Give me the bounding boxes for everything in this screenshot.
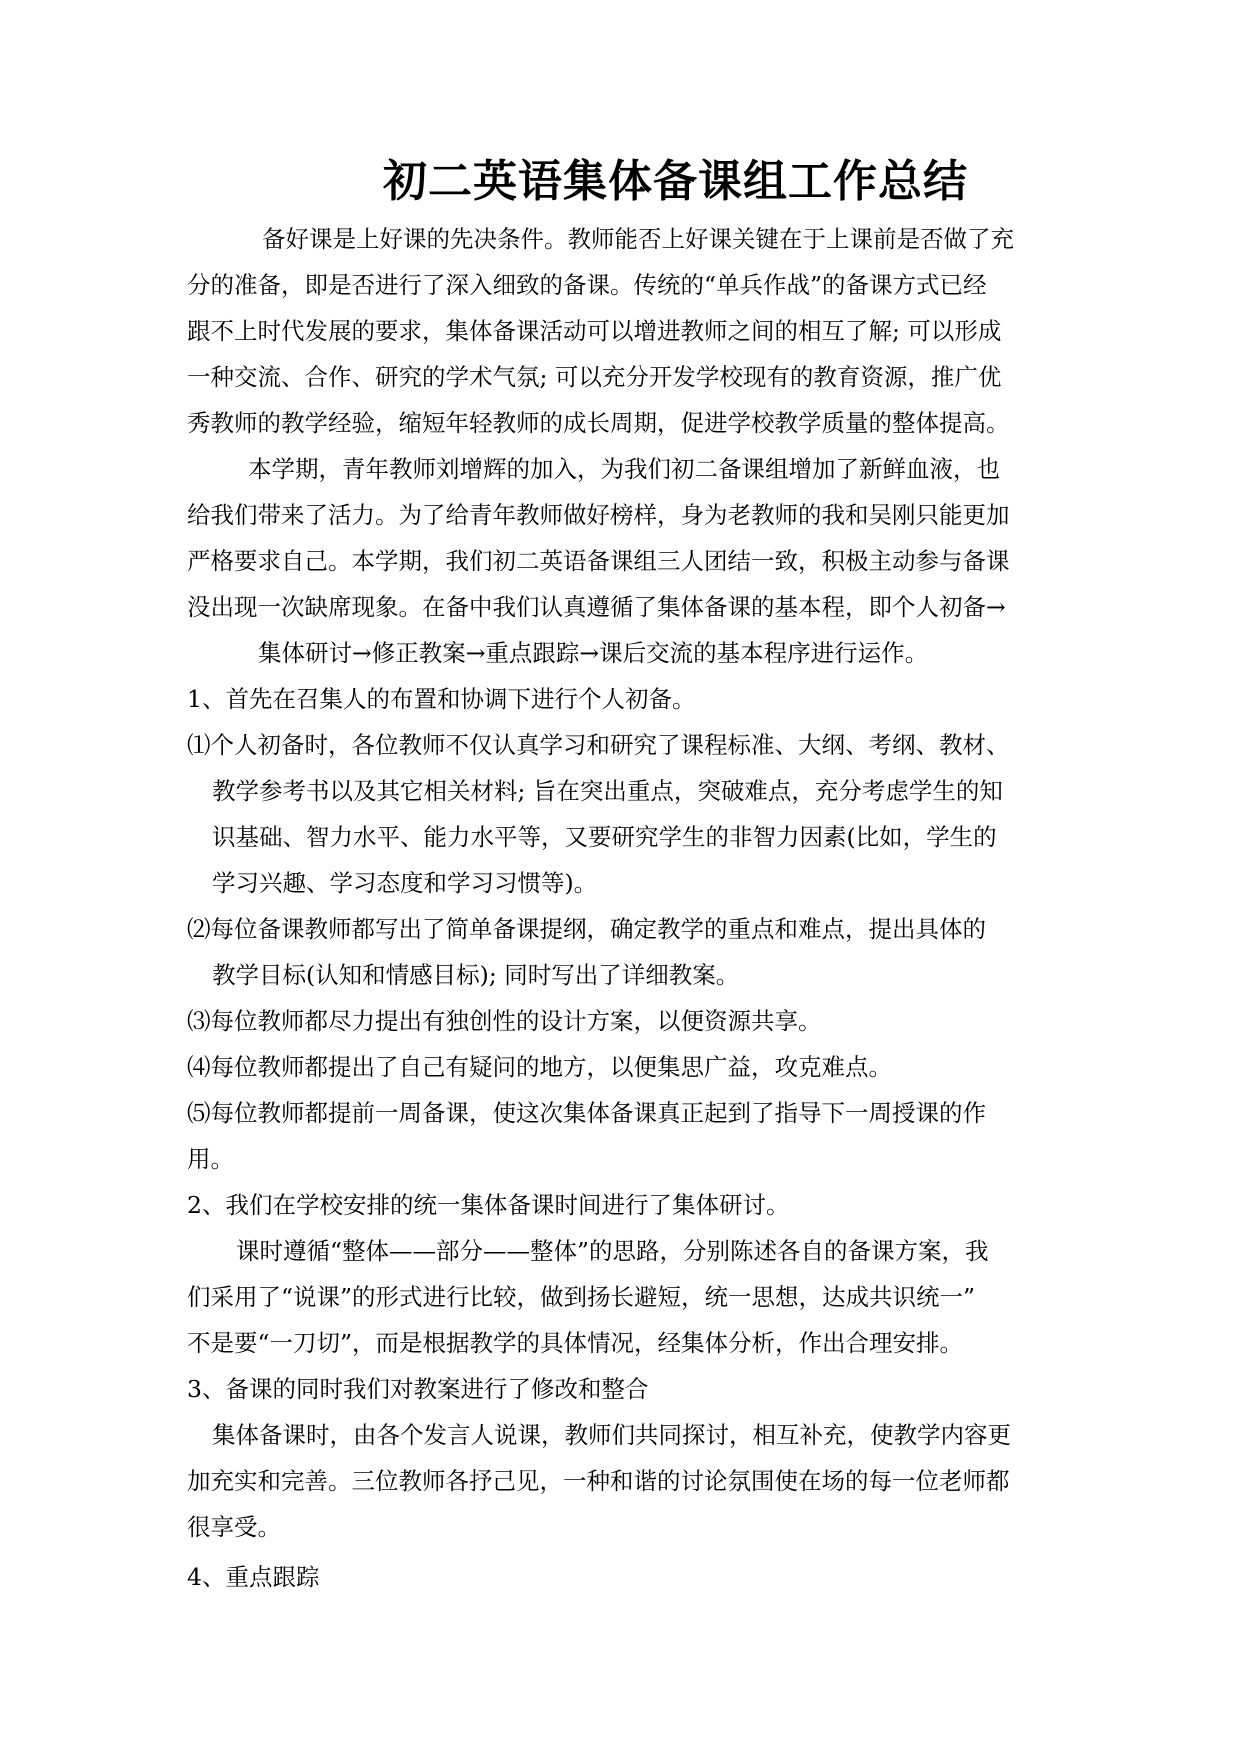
document-title: 初二英语集体备课组工作总结 [383, 156, 968, 207]
list-item: ⑶每位教师都尽力提出有独创性的设计方案，以便资源共享。 [187, 1007, 822, 1035]
list-item-continuation: 教学参考书以及其它相关材料; 旨在突出重点，突破难点，充分考虑学生的知 [212, 777, 1003, 805]
section-heading: 4、重点跟踪 [187, 1563, 320, 1591]
paragraph-line: 一种交流、合作、研究的学术气氛; 可以充分开发学校现有的教育资源，推广优 [187, 363, 1002, 391]
list-item: ⑵每位备课教师都写出了简单备课提纲，确定教学的重点和难点，提出具体的 [187, 915, 986, 943]
paragraph-line: 秀教师的教学经验，缩短年轻教师的成长周期，促进学校教学质量的整体提高。 [187, 409, 1010, 437]
paragraph-line: 很享受。 [187, 1513, 281, 1541]
paragraph-line: 集体研讨→修正教案→重点跟踪→课后交流的基本程序进行运作。 [258, 639, 929, 667]
paragraph-line: 分的准备，即是否进行了深入细致的备课。传统的“单兵作战”的备课方式已经 [187, 271, 987, 299]
section-heading: 2、我们在学校安排的统一集体备课时间进行了集体研讨。 [187, 1191, 790, 1219]
list-item: ⑸每位教师都提前一周备课，使这次集体备课真正起到了指导下一周授课的作 [187, 1099, 986, 1127]
paragraph-line: 集体备课时，由各个发言人说课，教师们共同探讨，相互补充，使教学内容更 [212, 1421, 1011, 1449]
list-item-continuation: 识基础、智力水平、能力水平等，又要研究学生的非智力因素(比如，学生的 [212, 823, 997, 851]
list-item: ⑴个人初备时，各位教师不仅认真学习和研究了课程标准、大纲、考纲、教材、 [187, 731, 1010, 759]
list-item: ⑷每位教师都提出了自己有疑问的地方，以便集思广益，攻克难点。 [187, 1053, 892, 1081]
paragraph-line: 课时遵循“整体——部分——整体”的思路，分别陈述各自的备课方案，我 [236, 1237, 989, 1265]
paragraph-line: 本学期，青年教师刘增辉的加入，为我们初二备课组增加了新鲜血液，也 [248, 455, 1000, 483]
paragraph-line: 们采用了“说课”的形式进行比较，做到扬长避短，统一思想，达成共识统一” [187, 1283, 976, 1311]
paragraph-line: 给我们带来了活力。为了给青年教师做好榜样，身为老教师的我和吴刚只能更加 [187, 501, 1010, 529]
paragraph-line: 备好课是上好课的先决条件。教师能否上好课关键在于上课前是否做了充 [262, 225, 1014, 253]
paragraph-line: 跟不上时代发展的要求，集体备课活动可以增进教师之间的相互了解; 可以形成 [187, 317, 1002, 345]
list-item-continuation: 教学目标(认知和情感目标); 同时写出了详细教案。 [212, 961, 740, 989]
paragraph-line: 没出现一次缺席现象。在备中我们认真遵循了集体备课的基本程，即个人初备→ [187, 593, 1006, 621]
paragraph-line: 严格要求自己。本学期，我们初二英语备课组三人团结一致，积极主动参与备课 [187, 547, 1010, 575]
list-item-continuation: 学习兴趣、学习态度和学习习惯等)。 [212, 869, 598, 897]
section-heading: 3、备课的同时我们对教案进行了修改和整合 [187, 1375, 649, 1403]
paragraph-line: 不是要“一刀切”，而是根据教学的具体情况，经集体分析，作出合理安排。 [187, 1329, 964, 1357]
section-heading: 1、首先在召集人的布置和协调下进行个人初备。 [187, 685, 696, 713]
paragraph-line: 加充实和完善。三位教师各抒己见，一种和谐的讨论氛围使在场的每一位老师都 [187, 1467, 1010, 1495]
list-item-continuation: 用。 [187, 1145, 234, 1173]
